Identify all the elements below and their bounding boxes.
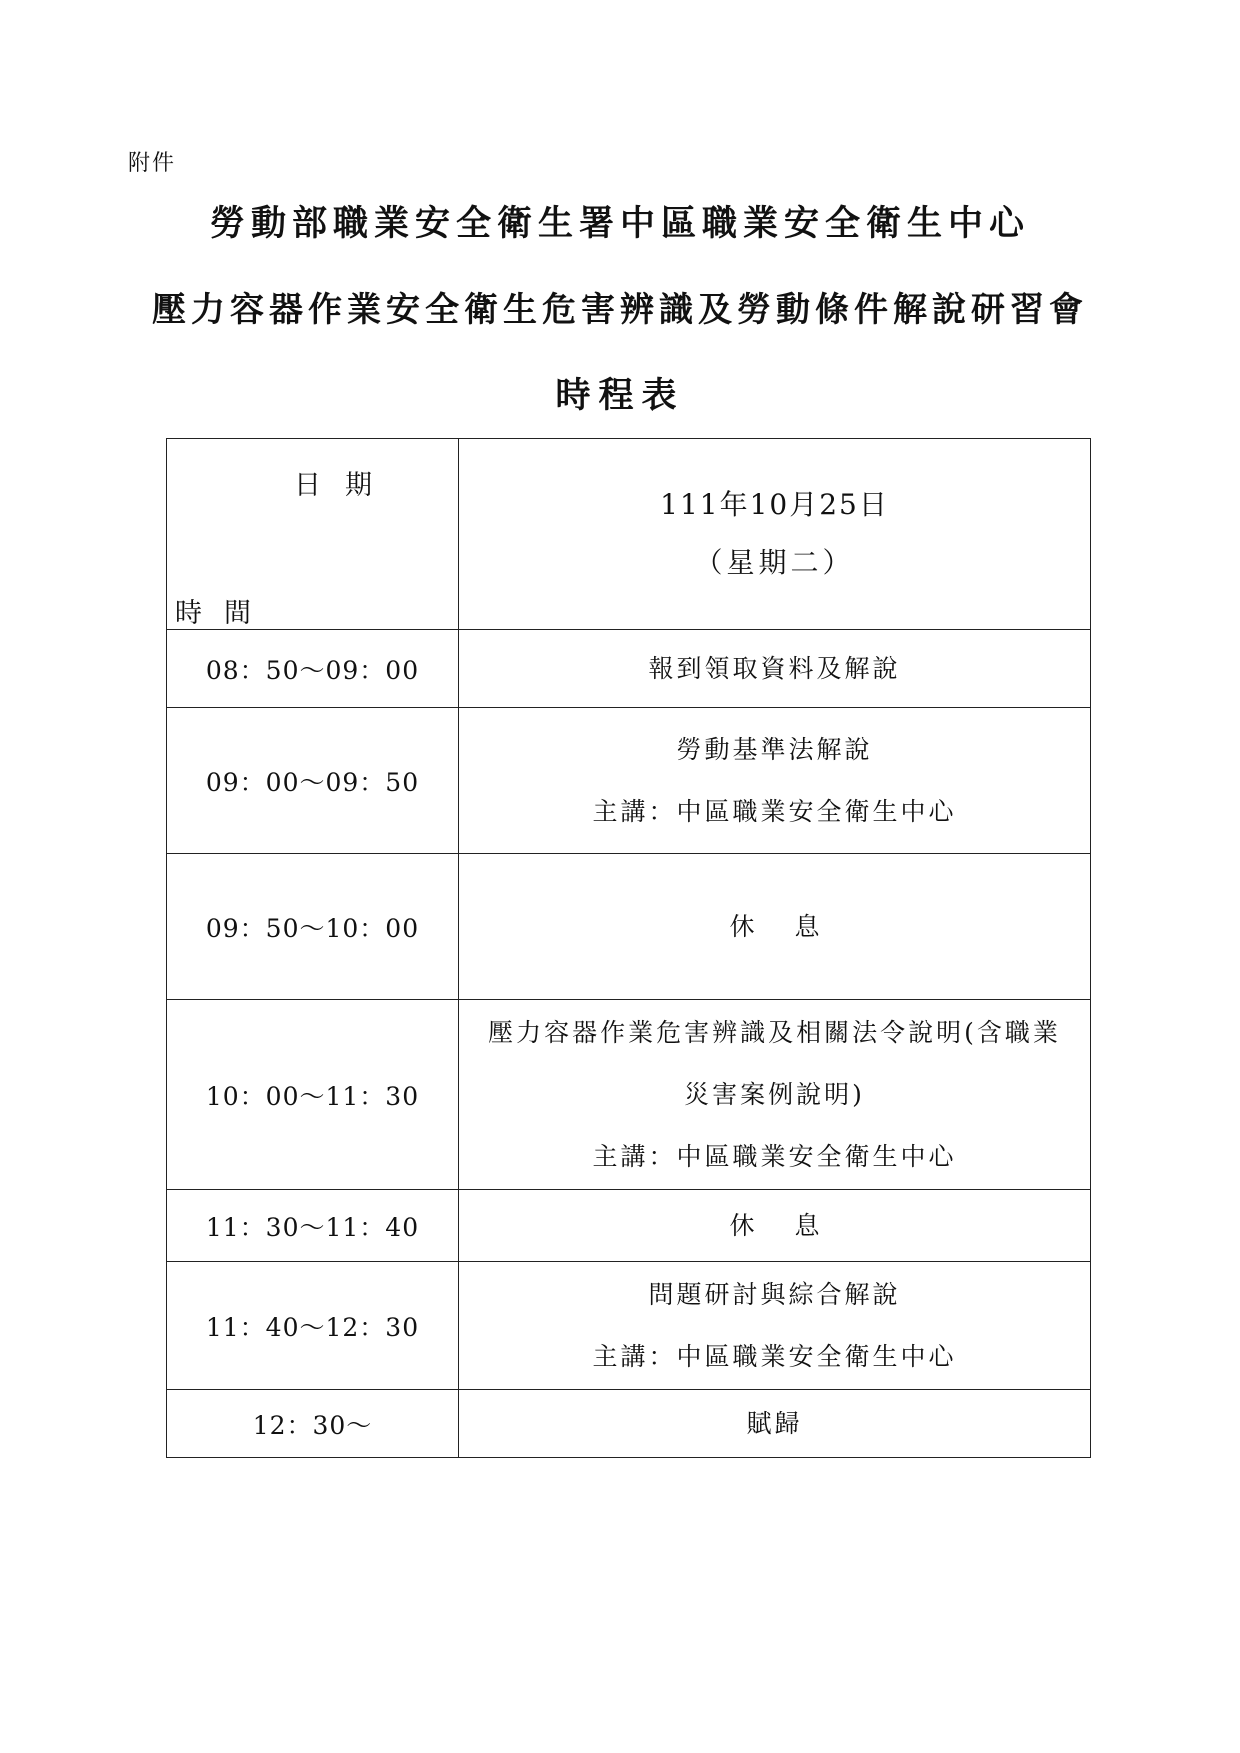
diagonal-header-cell bbox=[167, 439, 459, 630]
date-header-cell bbox=[459, 439, 1091, 630]
time-slot: 12：30～ bbox=[167, 1390, 459, 1458]
speaker-line: 主講：中區職業安全衛生中心 bbox=[592, 796, 957, 826]
organization-title: 勞動部職業安全衛生署中區職業安全衛生中心 bbox=[209, 203, 1030, 244]
speaker-line: 主講：中區職業安全衛生中心 bbox=[592, 1341, 957, 1371]
table-row bbox=[167, 1390, 1091, 1458]
activity-line: 休息 bbox=[729, 911, 860, 941]
activity-line: 勞動基準法解說 bbox=[676, 734, 873, 764]
time-column-label: 時間 bbox=[175, 598, 273, 629]
schedule-table bbox=[166, 438, 1091, 1458]
table-row bbox=[167, 854, 1091, 1000]
activity-cell bbox=[459, 1000, 1091, 1190]
activity-cell bbox=[459, 1390, 1091, 1458]
activity-cell bbox=[459, 1262, 1091, 1390]
table-header-row bbox=[167, 439, 1091, 630]
time-slot: 11：30～11：40 bbox=[167, 1190, 459, 1262]
table-row bbox=[167, 708, 1091, 854]
activity-cell bbox=[459, 630, 1091, 708]
table-row bbox=[167, 1190, 1091, 1262]
time-slot: 08：50～09：00 bbox=[167, 630, 459, 708]
time-slot: 09：00～09：50 bbox=[167, 708, 459, 854]
time-slot: 11：40～12：30 bbox=[167, 1262, 459, 1390]
seminar-title: 壓力容器作業安全衛生危害辨識及勞動條件解說研習會 bbox=[152, 290, 1088, 330]
activity-cell bbox=[459, 708, 1091, 854]
table-row bbox=[167, 630, 1091, 708]
activity-line: 壓力容器作業危害辨識及相關法令說明(含職業災害案例說明) bbox=[488, 1017, 1061, 1109]
time-slot: 09：50～10：00 bbox=[167, 854, 459, 1000]
time-slot: 10：00～11：30 bbox=[167, 1000, 459, 1190]
date-column-label: 日期 bbox=[294, 470, 396, 501]
activity-line: 休息 bbox=[729, 1210, 860, 1240]
activity-cell bbox=[459, 854, 1091, 1000]
event-date: 111年10月25日 bbox=[660, 488, 889, 521]
document-titles bbox=[0, 200, 1240, 458]
activity-line: 問題研討與綜合解說 bbox=[648, 1279, 901, 1309]
activity-line: 報到領取資料及解說 bbox=[648, 653, 901, 683]
table-row bbox=[167, 1000, 1091, 1190]
activity-cell bbox=[459, 1190, 1091, 1262]
speaker-line: 主講：中區職業安全衛生中心 bbox=[592, 1141, 957, 1171]
table-row bbox=[167, 1262, 1091, 1390]
event-weekday: （星期二） bbox=[694, 546, 855, 579]
activity-line: 賦歸 bbox=[746, 1408, 803, 1438]
attachment-label: 附件 bbox=[128, 151, 177, 176]
schedule-title: 時程表 bbox=[555, 375, 685, 416]
